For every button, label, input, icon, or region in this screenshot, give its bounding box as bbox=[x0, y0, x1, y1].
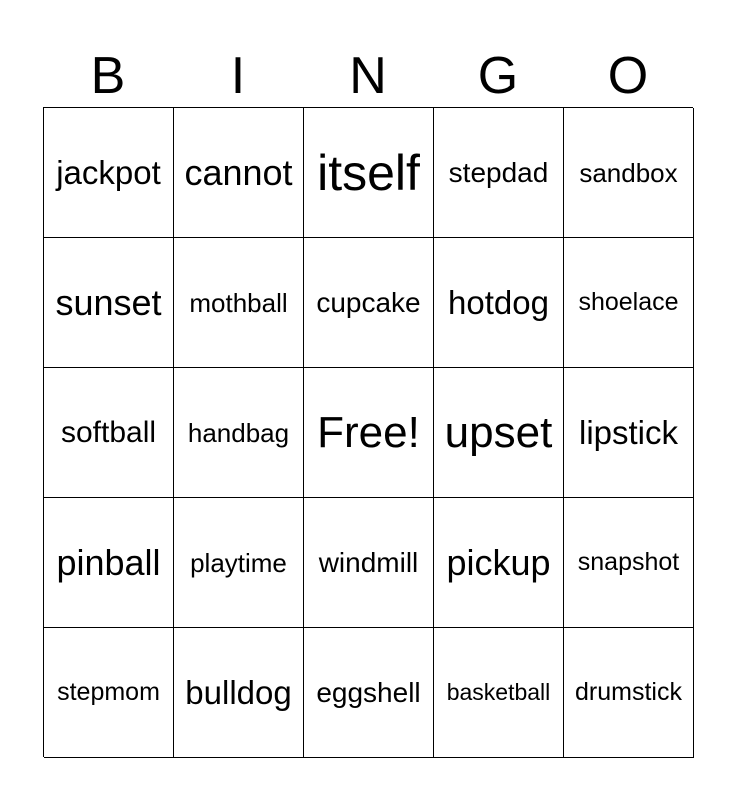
bingo-cell[interactable]: mothball bbox=[174, 238, 304, 368]
bingo-cell[interactable]: jackpot bbox=[44, 108, 174, 238]
bingo-header bbox=[43, 44, 693, 108]
bingo-cell[interactable]: pickup bbox=[434, 498, 564, 628]
bingo-cell[interactable]: snapshot bbox=[564, 498, 694, 628]
bingo-cell[interactable]: sunset bbox=[44, 238, 174, 368]
bingo-cell[interactable]: cupcake bbox=[304, 238, 434, 368]
bingo-cell[interactable]: eggshell bbox=[304, 628, 434, 758]
header-letter-n: N bbox=[349, 47, 387, 105]
bingo-cell[interactable]: itself bbox=[304, 108, 434, 238]
bingo-cell[interactable]: upset bbox=[434, 368, 564, 498]
bingo-cell[interactable]: softball bbox=[44, 368, 174, 498]
bingo-cell[interactable]: stepdad bbox=[434, 108, 564, 238]
header-letter-o: O bbox=[607, 47, 649, 105]
header-letter-g: G bbox=[477, 47, 519, 105]
bingo-cell[interactable]: handbag bbox=[174, 368, 304, 498]
bingo-board bbox=[43, 107, 693, 757]
bingo-cell[interactable]: playtime bbox=[174, 498, 304, 628]
header-letter-b: B bbox=[90, 47, 126, 105]
bingo-cell[interactable]: windmill bbox=[304, 498, 434, 628]
bingo-cell[interactable]: basketball bbox=[434, 628, 564, 758]
bingo-cell[interactable]: pinball bbox=[44, 498, 174, 628]
bingo-cell[interactable]: stepmom bbox=[44, 628, 174, 758]
free-space-cell[interactable]: Free! bbox=[304, 368, 434, 498]
bingo-cell[interactable]: lipstick bbox=[564, 368, 694, 498]
header-letter-i: I bbox=[230, 47, 246, 105]
bingo-cell[interactable]: cannot bbox=[174, 108, 304, 238]
bingo-cell[interactable]: shoelace bbox=[564, 238, 694, 368]
bingo-cell[interactable]: sandbox bbox=[564, 108, 694, 238]
bingo-cell[interactable]: bulldog bbox=[174, 628, 304, 758]
bingo-cell[interactable]: drumstick bbox=[564, 628, 694, 758]
bingo-cell[interactable]: hotdog bbox=[434, 238, 564, 368]
